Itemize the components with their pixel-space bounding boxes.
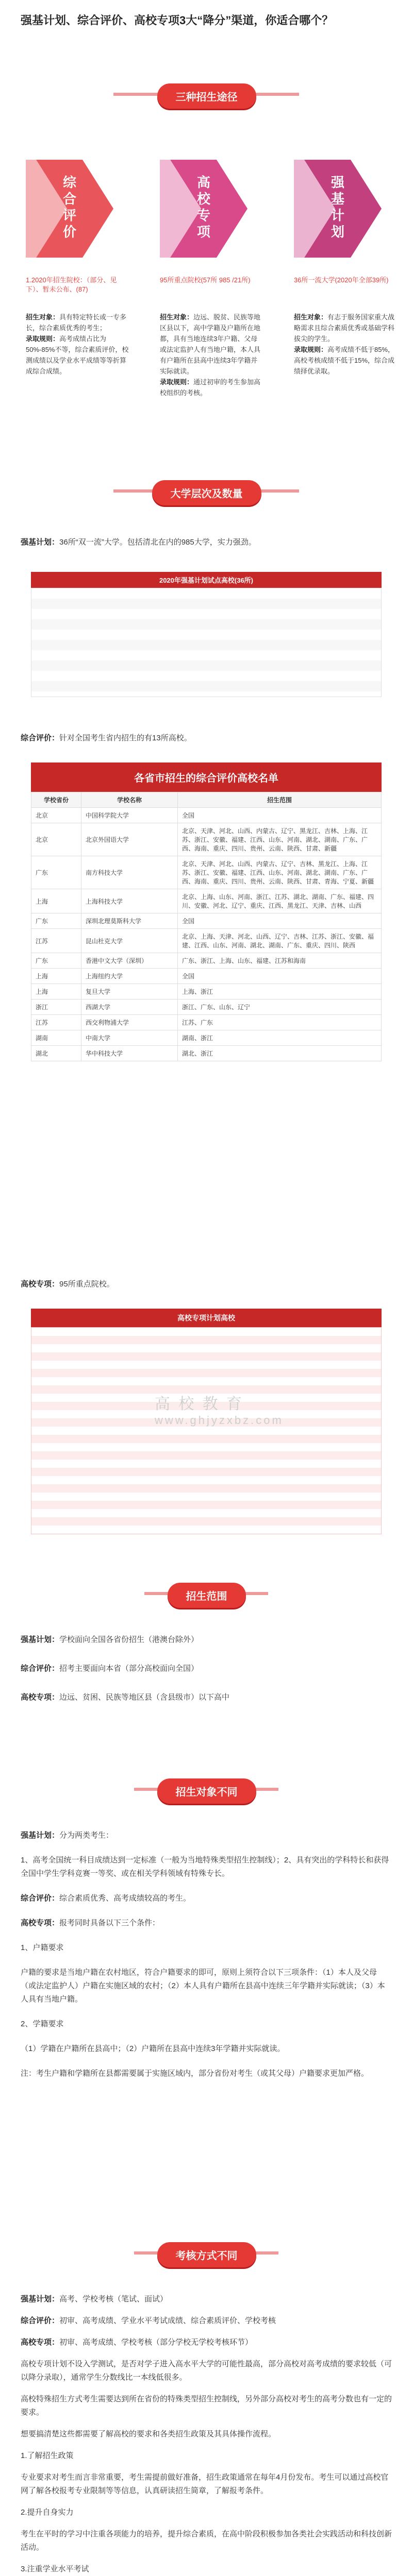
table-cell: 江苏	[31, 929, 81, 953]
table-row	[31, 929, 382, 953]
table-row	[31, 999, 382, 1015]
label: 招生对象：	[294, 313, 328, 321]
target-list	[21, 1829, 392, 2092]
label: 强基计划：	[21, 1831, 60, 1840]
assess-list	[21, 2293, 392, 2576]
section-banner-target	[0, 1772, 413, 1808]
table-title: 各省市招生的综合评价高校名单	[31, 762, 382, 792]
paragraph	[21, 1892, 392, 1905]
paragraph	[21, 1966, 392, 2006]
table-cell: 北京、上海、山东、河南、浙江、江苏、湖北、湖南、广东、福建、四川、安徽、河北、辽宁、重庆、江西、黑龙江、天津、吉林、山西	[178, 889, 382, 913]
table-cell: 深圳北理莫斯科大学	[81, 913, 178, 929]
watermark	[155, 1391, 284, 1427]
text: 分为两类考生：	[59, 1831, 114, 1840]
paragraph	[21, 2042, 392, 2056]
section-title: 三种招生途径	[157, 83, 256, 109]
label: 高校专项：	[21, 1280, 60, 1289]
table-cell: 香港中文大学（深圳）	[81, 953, 178, 969]
path-card-zonghe	[26, 155, 119, 263]
table-cell: 湖南	[31, 1030, 81, 1046]
table-title: 高校专项计划高校	[31, 1309, 382, 1327]
table-row	[31, 808, 382, 823]
label: 综合评价：	[21, 734, 60, 742]
section-title: 考核方式不同	[157, 2242, 256, 2267]
paragraph	[21, 2506, 392, 2519]
text: 专业要求对考生而言非常重要，考生需提前做好准备，招生政策通常在每年4月份发布。考生可以通过高校官网了解各校报考专业限制等等信息，认真研读招生简章，了解报考条件。	[21, 2473, 389, 2495]
text: 1、高考全国统一科目成绩达到一定标准（一般为当地特殊类型招生控制线）；2、具有突出的学科特长和获得全国中学生学科竞赛一等奖、或在相关学科领域有特殊专长。	[21, 1856, 389, 1878]
table-cell: 中国科学院大学	[81, 808, 178, 823]
table-title: 2020年强基计划试点高校(36所)	[31, 572, 382, 588]
table-body	[31, 588, 382, 697]
table-cell: 广东	[31, 953, 81, 969]
paragraph	[21, 2428, 392, 2441]
table-cell: 广东	[31, 913, 81, 929]
text: 具有特定特长或一专多长，综合素质优秀的考生；	[26, 313, 127, 332]
paragraph	[21, 1854, 392, 1880]
col-header: 招生范围	[178, 792, 382, 808]
table-cell: 南方科技大学	[81, 856, 178, 889]
label: 综合评价：	[21, 2316, 60, 2325]
section-title: 大学层次及数量	[152, 480, 261, 505]
text: 通过初审的考生参加高校组织的考核。	[160, 378, 261, 397]
paragraph-qiangji	[21, 536, 392, 549]
label: 综合评价：	[21, 1664, 60, 1673]
paragraph	[21, 1633, 392, 1647]
section-title: 招生范围	[168, 1583, 246, 1608]
table-cell: 昆山杜克大学	[81, 929, 178, 953]
table-cell: 湖北、浙江	[178, 1046, 382, 1061]
text: 3.注重学业水平考试	[21, 2565, 89, 2573]
table-cell: 上海、浙江	[178, 984, 382, 999]
table-cell: 广东	[31, 856, 81, 889]
path-name: 强基计划	[329, 175, 345, 241]
text: 学校面向全国各省份招生（港澳台除外）	[59, 1635, 199, 1644]
table-body	[31, 1327, 382, 1534]
table-cell: 浙江、广东、山东、辽宁	[178, 999, 382, 1015]
paragraph	[21, 2336, 392, 2349]
paragraph-zhuanxiang	[21, 1278, 392, 1291]
paragraph	[21, 2067, 392, 2080]
table-cell: 华中科技大学	[81, 1046, 178, 1061]
scope-list	[21, 1633, 392, 1720]
paragraph	[21, 2471, 392, 2498]
path-note: 95所重点院校(57所 985 /21所)	[160, 276, 251, 284]
text: 高校专项计划不设入学测试，是否对学子进入高水平大学的可能性最高，部分高校对高考成绩的要求较低（可以降分录取），通常学生分数线比一本线低很多。	[21, 2360, 392, 2382]
text: 有志于服务国家重大战略需求且综合素质优秀或基础学科拔尖的学生。	[294, 313, 395, 343]
table-cell: 全国	[178, 808, 382, 823]
table-row	[31, 856, 382, 889]
label: 招生对象：	[26, 313, 60, 321]
table-cell: 西湖大学	[81, 999, 178, 1015]
text: 2.提升自身实力	[21, 2508, 74, 2517]
paragraph	[21, 1941, 392, 1955]
path-name: 综合评价	[61, 175, 77, 241]
section-banner-assess	[0, 2236, 413, 2272]
table-row	[31, 953, 382, 969]
text: 综合素质优秀、高考成绩较高的考生。	[59, 1894, 191, 1903]
text: 考生在平时的学习中注重各项能力的培养，提升综合素质，在高中阶段积极参加各类社会实践活动和科技创新活动。	[21, 2530, 392, 2552]
table-cell: 江苏、广东	[178, 1015, 382, 1030]
text: （1）学籍在户籍所在县高中；（2）户籍所在县高中连续3年学籍并实际就读。	[21, 2044, 285, 2053]
path-note: 36所一流大学(2020年全部39所)	[294, 276, 389, 284]
paragraph	[21, 2563, 392, 2576]
table-row	[31, 1046, 382, 1061]
table-row	[31, 1015, 382, 1030]
table-cell: 上海	[31, 969, 81, 984]
table-cell: 上海	[31, 889, 81, 913]
label: 综合评价：	[21, 1894, 60, 1903]
paragraph	[21, 2449, 392, 2463]
text: 注：考生户籍和学籍所在县都需要属于实施区域内，部分省份对考生（或其父母）户籍要求更加严格。	[21, 2069, 369, 2078]
col-header: 学校名称	[81, 792, 178, 808]
table-row	[31, 984, 382, 999]
paragraph	[21, 1662, 392, 1675]
text: 报考同时具备以下三个条件：	[59, 1919, 160, 1927]
label: 高校专项：	[21, 2338, 60, 2347]
paragraph	[21, 2018, 392, 2031]
table-cell: 浙江	[31, 999, 81, 1015]
table-cell: 湖南、浙江	[178, 1030, 382, 1046]
path-note: 1.2020年招生院校：（部分、见下）、暂未公布、(87)	[26, 276, 117, 293]
label: 强基计划：	[21, 1635, 60, 1644]
text: 想要搞清楚这些都需要了解高校的要求和各类招生政策及其具体操作流程。	[21, 2430, 276, 2438]
table-cell: 北京、上海、天津、河北、山西、辽宁、吉林、江苏、浙江、安徽、福建、江西、山东、河南、湖北、湖南、广东、重庆、四川、陕西	[178, 929, 382, 953]
section-banner-scope	[0, 1577, 413, 1613]
text: 户籍的要求是当地户籍在农村地区，符合户籍要求的即可，原则上须符合以下三项条件：（1）本人及父母（或法定监护人）户籍在实施区域的农村；（2）本人具有户籍所在县高中连续三年学籍并实际就读；（3）本人具有当地户籍。	[21, 1968, 385, 2004]
table-row	[31, 913, 382, 929]
label: 强基计划：	[21, 2295, 60, 2303]
label: 招生对象：	[160, 313, 194, 321]
text: 初审、高考成绩、学校考核（部分学校无学校考核环节）	[59, 2338, 253, 2347]
table-cell: 北京、天津、河北、山西、内蒙古、辽宁、黑龙江、吉林、上海、江苏、浙江、安徽、福建、江西、山东、河南、湖北、湖南、广东、广西、海南、重庆、四川、贵州、云南、陕西、甘肃、新疆	[178, 823, 382, 856]
table-row	[31, 823, 382, 856]
table-cell: 上海纽约大学	[81, 969, 178, 984]
text: 高考、学校考核（笔试、面试）	[59, 2295, 168, 2303]
text: 高考成绩占比为50%-85%不等，综合素质评价，校测成绩以及学业水平成绩等等折算成综合成绩。	[26, 335, 129, 375]
label: 高校专项：	[21, 1919, 60, 1927]
table-cell: 北京、天津、河北、山西、内蒙古、辽宁、吉林、黑龙江、上海、江苏、浙江、安徽、福建、江西、山东、河南、湖北、湖南、广东、广西、海南、重庆、四川、贵州、云南、陕西、甘肃、青海、宁夏、新疆	[178, 856, 382, 889]
text: 初审、高考成绩、学业水平考试成绩、综合素质评价、学校考核	[59, 2316, 276, 2325]
section-banner-paths	[0, 77, 413, 113]
table-cell: 北京	[31, 808, 81, 823]
text: 1、户籍要求	[21, 1943, 64, 1952]
text: 边远、贫困、民族等地区县（含县级市）以下高中	[59, 1693, 230, 1702]
text: 高考成绩不低于85%，高校考核成绩不低于15%，综合成绩择优录取。	[294, 346, 395, 375]
table-cell: 上海科技大学	[81, 889, 178, 913]
qiangji-schools-table	[31, 572, 382, 697]
label: 录取规则：	[160, 378, 194, 386]
text: 高校特殊招生方式考生需要达到所在省份的特殊类型招生控制线，另外部分高校对考生的高考分数也有一定的要求。	[21, 2395, 392, 2417]
col-header: 学校省份	[31, 792, 81, 808]
table-cell: 上海	[31, 984, 81, 999]
paragraph	[21, 2393, 392, 2419]
table-cell: 江苏	[31, 1015, 81, 1030]
path-description	[26, 312, 129, 377]
table-cell: 湖北	[31, 1046, 81, 1061]
paragraph	[21, 1829, 392, 1842]
zonghe-schools-table	[31, 762, 382, 1061]
paragraph	[21, 2528, 392, 2554]
text: 36所“双一流”大学。包括清北在内的985大学，实力强劲。	[59, 538, 256, 547]
article-title: 强基计划、综合评价、高校专项3大“降分”渠道，你适合哪个？	[21, 14, 334, 27]
table-cell: 广东、浙江、上海、山东、福建、江苏和海南	[178, 953, 382, 969]
paragraph	[21, 2314, 392, 2328]
label: 录取规则：	[26, 335, 60, 343]
label: 高校专项：	[21, 1693, 60, 1702]
label: 强基计划：	[21, 538, 60, 547]
schools-table	[31, 792, 382, 1061]
paragraph	[21, 1691, 392, 1704]
table-row	[31, 969, 382, 984]
path-card-zhuanxiang	[160, 155, 253, 263]
watermark-text: 高 校 教 育	[155, 1396, 244, 1413]
table-cell: 复旦大学	[81, 984, 178, 999]
paragraph	[21, 1917, 392, 1930]
table-cell: 北京	[31, 823, 81, 856]
section-title: 招生对象不同	[157, 1778, 256, 1804]
table-cell: 北京外国语大学	[81, 823, 178, 856]
paragraph-zonghe	[21, 732, 392, 745]
section-banner-level	[0, 474, 413, 510]
watermark-url: www.ghjyzxbz.com	[155, 1414, 284, 1427]
path-description	[294, 312, 397, 377]
label: 录取规则：	[294, 346, 328, 353]
path-card-qiangji	[294, 155, 387, 263]
text: 2、学籍要求	[21, 2020, 64, 2028]
text: 1.了解招生政策	[21, 2451, 74, 2460]
paragraph	[21, 2358, 392, 2384]
table-row	[31, 889, 382, 913]
text: 边远、脱贫、民族等地区县以下，高中学籍及户籍所在地都，具有当地连续3年户籍、父母或法定监护人有当地户籍，本人具有户籍所在县高中连续3年学籍并实际就读。	[160, 313, 261, 375]
table-cell: 中南大学	[81, 1030, 178, 1046]
table-row	[31, 1030, 382, 1046]
path-name: 高校专项	[195, 175, 211, 241]
text: 招考主要面向本省（部分高校面向全国）	[59, 1664, 199, 1673]
table-cell: 全国	[178, 969, 382, 984]
paragraph	[21, 2293, 392, 2306]
table-cell: 全国	[178, 913, 382, 929]
path-description	[160, 312, 263, 398]
text: 针对全国考生省内招生的有13所高校。	[59, 734, 192, 742]
table-cell: 西交利物浦大学	[81, 1015, 178, 1030]
text: 95所重点院校。	[59, 1280, 114, 1289]
